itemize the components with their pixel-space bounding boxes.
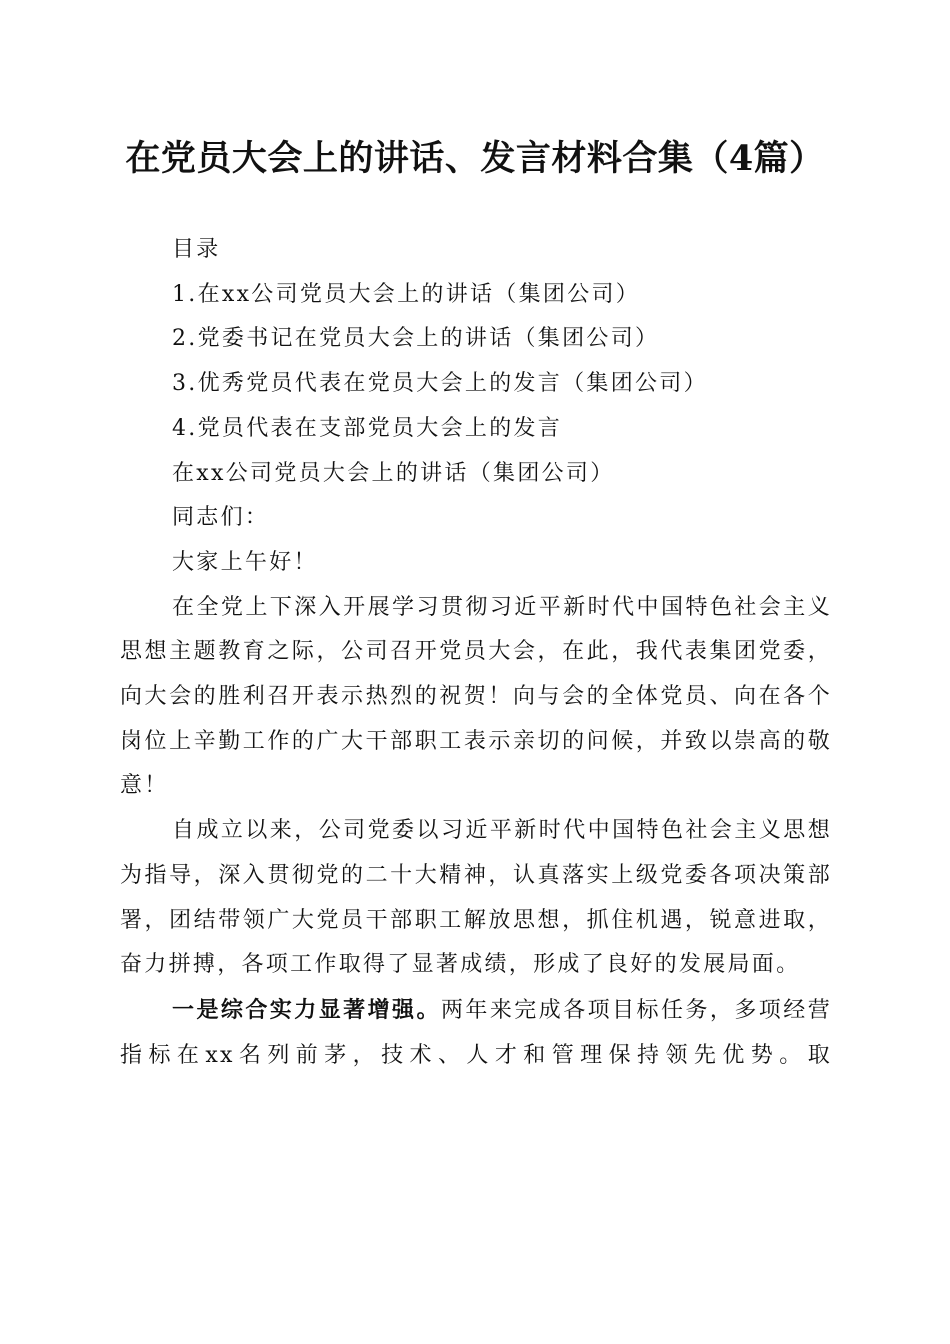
toc-item: 2.党委书记在党员大会上的讲话（集团公司）: [172, 326, 660, 352]
body-paragraph: 自成立以来，公司党委以习近平新时代中国特色社会主义思想为指导，深入贯彻党的二十大精神，认真落实上级党委各项决策部署，团结带领广大党员干部职工解放思想，抓住机遇，锐意进取，奋力拼搏，各项工作取得了显著成绩，形成了良好的发展局面。: [120, 818, 832, 978]
section-heading: 在xx公司党员大会上的讲话（集团公司）: [172, 460, 615, 486]
document-title: 在党员大会上的讲话、发言材料合集（4篇）: [125, 138, 825, 179]
salutation: 同志们：: [172, 505, 270, 531]
toc-item: 4.党员代表在支部党员大会上的发言: [172, 415, 563, 441]
paragraph-text: 两年来完成各项目标任务，多项经营指标在xx名列前茅，技术、人才和管理保持领先优势。取: [120, 997, 832, 1068]
paragraph-lead: 一是综合实力显著增强。: [172, 996, 441, 1023]
body-paragraph: 在全党上下深入开展学习贯彻习近平新时代中国特色社会主义思想主题教育之际，公司召开党员大会，在此，我代表集团党委，向大会的胜利召开表示热烈的祝贺！向与会的全体党员、向在各个岗位上辛勤工作的广大干部职工表示亲切的问候，并致以崇高的敬意！: [120, 594, 832, 799]
toc-item: 1.在xx公司党员大会上的讲话（集团公司）: [172, 281, 641, 307]
greeting: 大家上午好！: [172, 549, 318, 575]
document-body: [120, 228, 832, 1078]
toc-heading: 目录: [172, 237, 221, 262]
body-paragraph: [120, 988, 832, 1078]
toc-item: 3.优秀党员代表在党员大会上的发言（集团公司）: [172, 371, 708, 397]
